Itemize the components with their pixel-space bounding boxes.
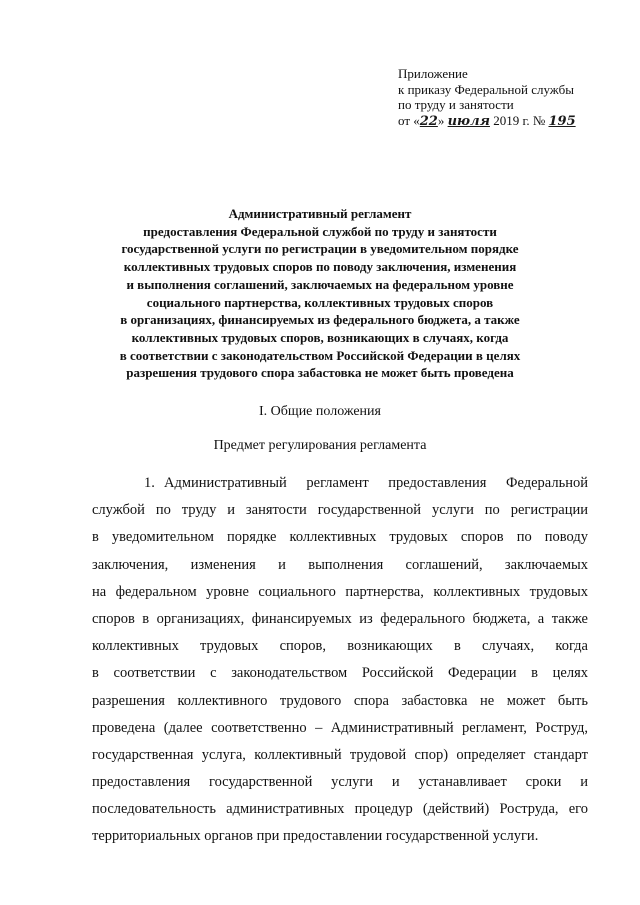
- appendix-line-2: к приказу Федеральной службы: [398, 81, 574, 97]
- handwritten-month: июля: [447, 113, 490, 129]
- paragraph-line: службой по труду и занятости государственной услуги по регистрации: [92, 502, 588, 519]
- paragraph-line: разрешения коллективного трудового спора забастовка не может быть: [92, 692, 588, 709]
- paragraph-line: в соответствии с законодательством Российской Федерации в целях: [92, 665, 588, 682]
- paragraph-line: государственная услуга, коллективный трудовой спор) определяет стандарт: [92, 746, 588, 763]
- appendix-line-1: Приложение: [398, 66, 468, 81]
- appendix-line-3: по труду и занятости: [398, 97, 514, 112]
- title-line: в организациях, финансируемых из федерального бюджета, а также: [120, 312, 520, 328]
- paragraph-line: последовательность административных процедур (действий) Роструда, его: [92, 801, 588, 818]
- section-heading: I. Общие положения: [259, 404, 381, 419]
- title-line: и выполнения соглашений, заключаемых на федеральном уровне: [126, 276, 514, 292]
- title-line: коллективных трудовых споров по поводу заключения, изменения: [123, 259, 517, 275]
- paragraph-line: территориальных органов при предоставлении государственной услуги.: [92, 828, 539, 845]
- paragraph-line: на федеральном уровне социального партнерства, коллективных трудовых: [92, 583, 588, 600]
- paragraph-number: 1.: [144, 475, 155, 491]
- title-line: государственной услуги по регистрации в уведомительном порядке: [121, 241, 519, 257]
- title-line: разрешения трудового спора забастовка не может быть проведена: [126, 365, 514, 381]
- paragraph-line: проведена (далее соответственно – Административный регламент, Роструд,: [92, 719, 588, 736]
- paragraph-line: предоставления государственной услуги и устанавливает сроки и: [92, 774, 588, 791]
- appendix-date-line: [398, 113, 628, 130]
- handwritten-order-number: 195: [548, 113, 576, 129]
- date-quote-close: »: [437, 112, 448, 128]
- date-year: 2019 г. №: [489, 112, 549, 128]
- handwritten-day: 22: [419, 113, 438, 129]
- paragraph-line: в уведомительном порядке коллективных трудовых споров по поводу: [92, 529, 588, 546]
- title-line: коллективных трудовых споров, возникающих в случаях, когда: [131, 329, 509, 345]
- title-line: социального партнерства, коллективных трудовых споров: [146, 294, 494, 310]
- subsection-heading: Предмет регулирования регламента: [213, 438, 427, 453]
- paragraph-1: [92, 470, 588, 851]
- paragraph-line: коллективных трудовых споров, возникающих в случаях, когда: [92, 638, 588, 655]
- paragraph-line: заключения, изменения и выполнения соглашений, заключаемых: [92, 556, 588, 573]
- title-line: Административный регламент: [228, 206, 412, 221]
- document-title: [80, 205, 560, 382]
- date-prefix: от «: [398, 112, 420, 128]
- appendix-block: [398, 66, 628, 129]
- paragraph-line: споров в организациях, финансируемых из федерального бюджета, а также: [92, 610, 588, 627]
- paragraph-first-line: [92, 470, 588, 497]
- title-line: в соответствии с законодательством Российской Федерации в целях: [119, 347, 521, 363]
- title-line: предоставления Федеральной службой по труду и занятости: [143, 223, 497, 239]
- paragraph-line: Административный регламент предоставления Федеральной: [164, 475, 588, 491]
